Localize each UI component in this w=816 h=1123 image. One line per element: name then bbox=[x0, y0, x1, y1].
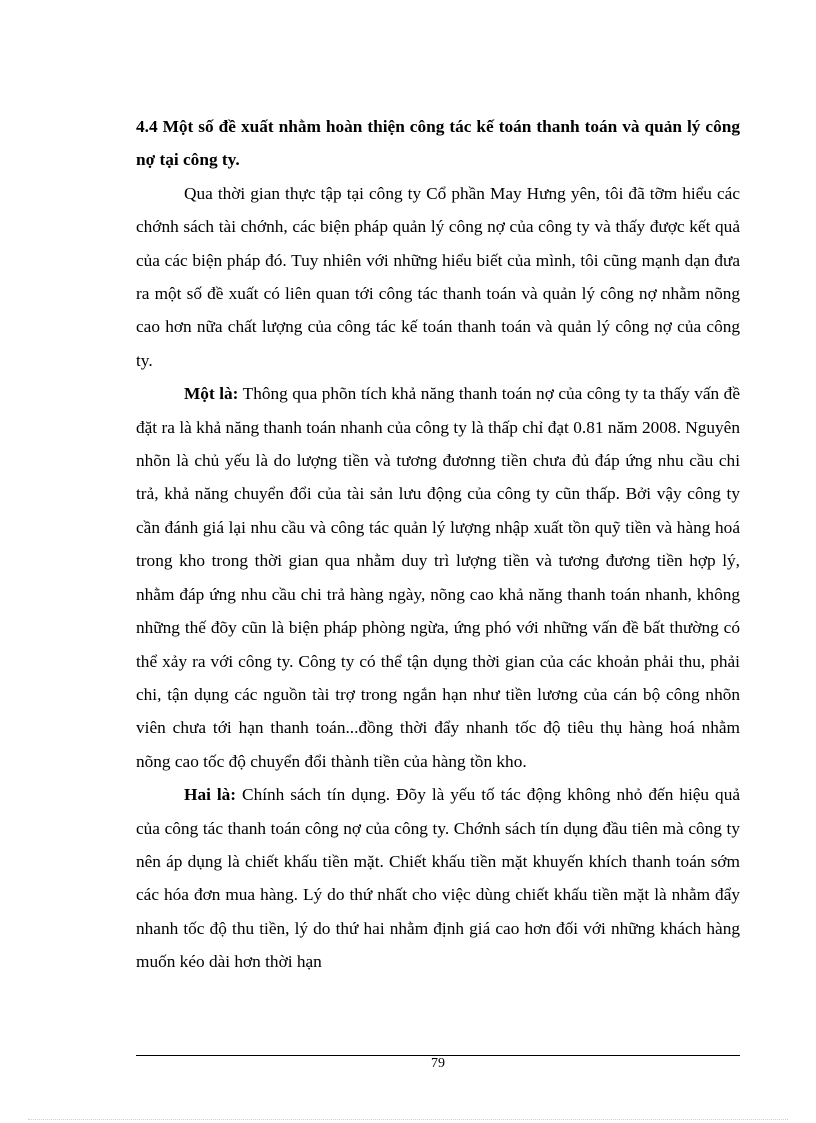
paragraph-lead: Một là: bbox=[184, 384, 239, 404]
paragraph-text: Chính sách tín dụng. Đõy là yếu tố tác động không nhỏ đến hiệu quả của công tác thanh toán công nợ của công ty. Chớnh sách tín dụng đầu tiên mà công ty nên áp dụng là chiết khấu tiền mặt. Chiết khấu tiền mặt khuyến khích thanh toán sớm các hóa đơn mua hàng. Lý do thứ nhất cho việc dùng chiết khấu tiền mặt là nhằm đẩy nhanh tốc độ thu tiền, lý do thứ hai nhằm định giá cao hơn đối với những khách hàng muốn kéo dài hơn thời hạn bbox=[136, 785, 741, 972]
paragraph-lead: Hai là: bbox=[184, 785, 237, 805]
page-edge-line bbox=[28, 1119, 788, 1120]
paragraph-text: Qua thời gian thực tập tại công ty Cổ phần May Hưng yên, tôi đã tỡm hiểu các chớnh sách tài chớnh, các biện pháp quản lý công nợ của công ty và thấy được kết quả của các biện pháp đó. Tuy nhiên với những hiểu biết của mình, tôi cũng mạnh dạn đưa ra một số đề xuất có liên quan tới công tác thanh toán và quản lý công nợ nhằm nõng cao hơn nữa chất lượng của công tác kế toán thanh toán và quản lý công nợ của công ty. bbox=[136, 183, 740, 370]
paragraph-intro bbox=[136, 177, 740, 377]
page-number: 79 bbox=[431, 1056, 445, 1071]
page-body bbox=[136, 110, 740, 979]
paragraph-hai-la bbox=[136, 778, 740, 978]
paragraph-text: Thông qua phõn tích khả năng thanh toán nợ của công ty ta thấy vấn đề đặt ra là khả năng thanh toán nhanh của công ty là thấp chỉ đạt 0.81 năm 2008. Nguyên nhõn là chủ yếu là do lượng tiền và tương đươnng tiền chưa đủ đáp ứng nhu cầu chi trả, khả năng chuyển đổi của tài sản lưu động của công ty cũn thấp. Bởi vậy công ty cần đánh giá lại nhu cầu và công tác quản lý lượng nhập xuất tồn quỹ tiền và hàng hoá trong kho trong thời gian qua nhằm duy trì lượng tiền và tương đương tiền hợp lý, nhằm đáp ứng nhu cầu chi trả hàng ngày, nõng cao khả năng thanh toán nhanh, không những thế đõy cũn là biện pháp phòng ngừa, ứng phó với những vấn đề bất thường có thể xảy ra với công ty. Công ty có thể tận dụng thời gian của các khoản phải thu, phải chi, tận dụng các nguồn tài trợ trong ngắn hạn như tiền lương của cán bộ công nhõn viên chưa tới hạn thanh toán...đồng thời đẩy nhanh tốc độ tiêu thụ hàng hoá nhằm nõng cao tốc độ chuyển đổi thành tiền của hàng tồn kho. bbox=[136, 384, 740, 771]
paragraph-mot-la bbox=[136, 377, 740, 778]
section-heading: 4.4 Một số đề xuất nhằm hoàn thiện công tác kế toán thanh toán và quản lý công nợ tại công ty. bbox=[136, 117, 740, 170]
